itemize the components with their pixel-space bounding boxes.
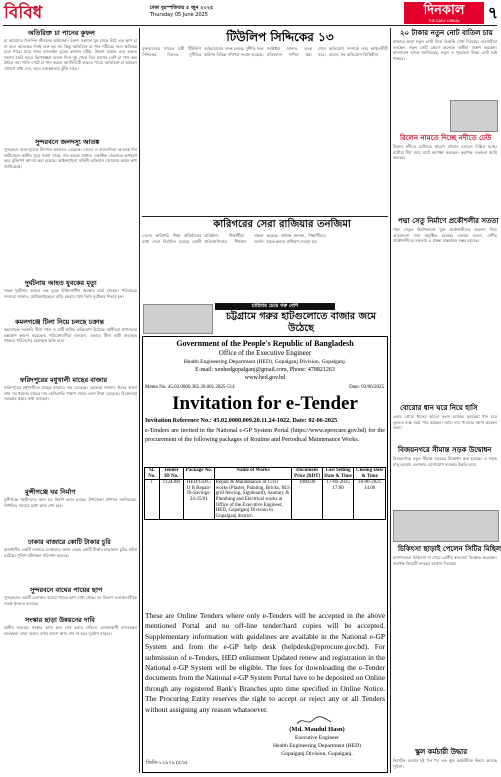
table-cell: 17-06-2025 17:00 — [322, 480, 353, 520]
article-headline: রিলেন নামতে দিচ্ছে নদীতে ঢেউ — [400, 134, 492, 142]
article-headline: মুন্সীগঞ্জে ঘর নির্মাণ — [25, 488, 76, 496]
article-headline: ফরিদপুরের মধুখালী মাছের বাজার — [20, 376, 108, 384]
publication-date-bn: ঢাকা বৃহস্পতিবার ৫ জুন ২০২৫ — [150, 5, 214, 11]
table-header: Closing Date & Time — [354, 468, 386, 480]
article-body: উত্তাল নদীতে ঢেউয়ের কারণে নৌযান চলাচল বিঘ্নিত হচ্ছে। যাত্রীরা দীর্ঘ সময় ঘাটে অপেক্ষা করছেন। কর্তৃপক্ষ সতর্কতা জারি করেছে। — [393, 144, 497, 161]
article-body: চা আমাদের দৈনন্দিন জীবনের অবিচ্ছেদ্য অংশ। সকালে ঘুম থেকে উঠে এক কাপ চা না হলে অনেকের দিনই শুরু হয় না। কিন্তু অতিরিক্ত চা পান শরীরের জন্য ক্ষতিকর হতে পারে। চায়ে থাকা ক্যাফেইন ঘুমের ব্যাঘাত ঘটায়, উদ্বেগ বাড়ায় এবং হজমে সমস্যা তৈরি করে। বিশেষজ্ঞরা বলেন দিনে দুই থেকে তিন কাপের বেশি চা পান করা উচিত নয়। খালি পেটে চা পান করলে অ্যাসিডিটি বাড়তে পারে। অতিরিক্ত চা আয়রন শোষণে বাধা দেয়, ফলে রক্তস্বল্পতার ঝুঁকি বাড়ে। — [4, 38, 137, 71]
table-cell: 1124360 — [159, 480, 184, 520]
article-headline: সুন্দরবনে জলদস্যু আতঙ্ক — [35, 138, 100, 146]
article-photo — [393, 510, 499, 542]
tender-intro: e-Tenders are invited in the National e-GP System Portal (https://www.eprocure.gov.bd) for the procurement of the following packages of Routine and Periodical Maintenance Works. — [145, 427, 385, 443]
article-headline: সুন্দরবনে বাঘের পায়ের ছাপ — [30, 586, 103, 594]
article-body: হাসপাতালে চিকিৎসা না পেয়ে রোগীর স্বজনেরা বিক্ষোভ করেছেন। কর্তৃপক্ষ বিষয়টি তদন্তের আশ্বাস দিয়েছে। — [393, 555, 497, 566]
article-body: এবার বোরো ধানের ভালো ফলন হয়েছে। কৃষকেরা ধান ঘরে তুলতে ব্যস্ত সময় পার করছেন। ন্যায্য দাম পাওয়ার আশা করছেন তারা। — [393, 414, 497, 431]
article-body: সুন্দরবনে জলদস্যুদের উৎপাত আবারও বেড়েছে। জেলে ও বাওয়ালিরা আতঙ্কে দিন কাটাচ্ছেন। স্থানীয় সূত্রে জানা গেছে, গত কয়েক সপ্তাহে একাধিক জেলেকে অপহরণ করে মুক্তিপণ আদায় করা হয়েছে। আইনশৃঙ্খলা বাহিনী অভিযান জোরদার করার কথা জানিয়েছে। — [4, 147, 137, 169]
table-cell: 1000.00 — [292, 480, 322, 520]
publication-date-en: Thursday 05 June 2025 — [150, 12, 208, 18]
tender-table — [144, 467, 386, 520]
article-headline: দুর্ঘটনায় আহত যুবকের মৃত্যু — [25, 279, 97, 287]
logo-text: দিনকাল — [423, 3, 465, 18]
table-cell: 18-06-2025 14.00 — [354, 480, 386, 520]
article-body: সুন্দরবনের একটি এলাকায় বাঘের পায়ের ছাপ দেখা গেছে। বন বিভাগ এলাকাবাসীকে সতর্ক থাকতে বলেছে। — [4, 595, 137, 606]
article-headline: বিজয়নগরে সীমান্ত সড়ক উদ্বোধন — [398, 446, 492, 454]
article-headline: পদ্মা সেতু নির্মাণে প্রকৌশলীর সততা — [398, 217, 499, 225]
article-headline: কমলগঞ্জে টিলা নিয়ে চলছে চক্রান্ত — [15, 318, 104, 326]
tender-office: Office of the Executive Engineer — [218, 349, 312, 357]
tender-reference: Invitation Reference No.: 45.02.0000.009.20.11.24-1022, Date: 02-06-2025 — [145, 417, 338, 424]
table-cell: 1 — [145, 480, 160, 520]
signatory-department: Health Engineering Department (HED) — [272, 743, 362, 749]
page-number: ৭ — [487, 3, 499, 22]
article-body: রাজধানীর একটি বাজারে দোকানের তালা ভেঙে কোটি টাকার মালামাল চুরির ঘটনা ঘটেছে। পুলিশ ঘটনাস্থল পরিদর্শন করেছে। — [4, 547, 137, 558]
article-body: বিজয়নগরে নতুন সীমান্ত সড়কের উদ্বোধন করা হয়েছে। এ সড়ক চালু হওয়ায় এলাকার যোগাযোগ ব্যবস্থার উন্নতি হবে। — [393, 456, 497, 467]
table-header: Package No. — [184, 468, 215, 480]
article-headline: চিকিৎসা ছাড়াই পেলেন সিটির মিছিল — [398, 545, 501, 553]
tender-memo: Memo No. 45.02.0000.382.20.001.2025-514 — [145, 385, 235, 390]
article-body: বাজারে ছাড়া নতুন নোট নিয়ে বিভ্রান্তি দেখা দিয়েছে। ব্যবসায়ীরা বলছেন, নতুন নোট গ্রহণে অনেকে অনীহা প্রকাশ করছেন। বাংলাদেশ ব্যাংক জানিয়েছে, নতুন ও পুরোনো উভয় নোট বৈধ থাকবে। — [393, 39, 497, 61]
signatory-name: (Md. Maudul Hasn) — [289, 726, 345, 733]
table-header: Last Selling Date & Time — [324, 468, 352, 479]
article-headline: অতিরিক্ত চা পানের কুফল — [28, 29, 95, 37]
article-headline: স্কুল কর্মচারী উদ্ধার — [415, 748, 468, 756]
article-body: নিখোঁজ হওয়ার দুই দিন পর এক স্কুল কর্মচারীকে উদ্ধার করেছে পুলিশ। — [393, 758, 497, 769]
table-header: Tender ID No. — [159, 468, 184, 480]
article-body: যুক্তরাজ্যের সাবেক মন্ত্রী টিউলিপ সিদ্দিকের বিরুদ্ধে দুর্নীতির অভিযোগের তদন্ত চলছে। দুর্নীতি দমন কমিশন বিভিন্ন নথিপত্র সংগ্রহ করেছে। সংশ্লিষ্টরা জানান, তদন্ত শেষে প্রতিবেদন দাখিল করা হবে। অভিযোগ সম্পর্কে তার আইনজীবী বলেন, সব অভিযোগ ভিত্তিহীন। — [142, 46, 388, 57]
table-header: Name of Works — [214, 468, 292, 480]
tender-dept: Health Engineering Department (HED), Gopalganj Division, Gopalganj. — [183, 359, 347, 365]
article-headline: কারিগরের সেরা রাজিয়ার তনজিমা — [213, 219, 351, 230]
article-kicker: চাহিদার চেয়ে গরু বেশি — [215, 303, 335, 310]
article-body: কমলগঞ্জে সরকারি টিলা দখল ও মাটি কাটার অভিযোগ উঠেছে। স্থানীয়রা প্রশাসনের হস্তক্ষেপ কামনা করেছেন। পরিবেশবাদীরা বলছেন, এভাবে টিলা কাটা অব্যাহত থাকলে পরিবেশের মারাত্মক ক্ষতি হবে। — [4, 327, 137, 344]
table-cell: HED/GD/G O B Repair-IS-Savings-24-25/01 — [184, 480, 215, 520]
article-headline: বোরোর ধান ঘরে নিয়ে হাসি — [400, 404, 478, 412]
table-header: Sl. No. — [145, 468, 160, 480]
table-header: Document Price (BDT) — [292, 468, 322, 480]
article-headline: টিউলিপ সিদ্দিকের ১৩ — [226, 30, 334, 44]
tender-title: Invitation for e-Tender — [172, 393, 358, 414]
article-body: মুন্সীগঞ্জে গৃহহীনদের জন্য ঘর নির্মাণ কাজ চলছে। উপজেলা প্রশাসন জানিয়েছে, নির্ধারিত সময়ের মধ্যে কাজ শেষ হবে। — [4, 497, 137, 508]
article-body: পদ্মা সেতুর নির্মাণকাজে যুক্ত প্রকৌশলীদের অবদান নিয়ে আলোচনা সভা অনুষ্ঠিত হয়েছে। বক্তারা বলেন, দেশীয় প্রকৌশলীদের দক্ষতায় এ প্রকল্প বাস্তবায়ন সম্ভব হয়েছে। — [393, 227, 497, 244]
section-rule — [142, 216, 388, 217]
article-headline: ২০ টাকার নতুন নোট বাতিল চায় — [400, 29, 493, 37]
article-body: দেশের কারিগরি শিক্ষা প্রতিষ্ঠানের মধ্যে সেরা নির্বাচিত হয়েছে একটি প্রতিষ্ঠান। শিক্ষার্থীরা দক্ষতা প্রতিযোগিতায় শীর্ষস্থান অর্জন করেছে। অধ্যক্ষ জানান, শিক্ষার্থীদের হাতে-কলমে প্রশিক্ষণ দেওয়া হয়। — [142, 233, 326, 244]
article-photo — [450, 100, 498, 132]
logo-subtitle: THE DAILY DINKAL — [428, 19, 460, 23]
tender-gov: Government of the People's Republic of Bangladesh — [176, 339, 354, 348]
signatory-division: Gopalganj Division, Gopalganj. — [281, 751, 353, 757]
tender-date: Date: 03/06/2025 — [349, 385, 384, 390]
table-cell: Repair & Maintenance of Civil works (Plaster, Painting, Bricks, M.S grill fencing, Signboard), Sanitary & Plumbing and Electrical works at Office of the Executive Engineer, HED, Gopalganj Division in Gopalganj district. — [215, 480, 290, 519]
cattle-market-photo — [143, 304, 213, 334]
table-row — [145, 480, 386, 520]
article-headline: ঢাকার বাজারে কোটি টাকার চুরি — [28, 538, 111, 546]
article-body: ফরিদপুরের মধুখালীতে মাছের বাজারে দাম বেড়েছে। ক্রেতারা জানান, ঈদের আগে প্রায় সব ধরনের মাছের দাম কেজিপ্রতি পঞ্চাশ থেকে একশ টাকা বেড়েছে। বিক্রেতারা সরবরাহ কমের কথা বলছেন। — [4, 385, 137, 402]
ad-code: জিডি-১২৯৭৯ (৫/৬) — [146, 761, 188, 766]
article-headline: চট্টগ্রামে গরুর হাটগুলোতে বাজার জমে উঠেছে — [225, 311, 377, 334]
tender-contact: E-mail: xenhedgopalganj@gmail.com, Phone: 478821263 — [195, 367, 335, 373]
masthead-rule — [3, 25, 497, 26]
article-headline: সংস্কার ছাড়া উন্নয়নের দাবি — [25, 616, 95, 624]
article-body: সড়ক দুর্ঘটনায় আহত এক যুবক চিকিৎসাধীন অবস্থায় মারা গেছেন। পরিবারের সদস্যরা জানান, মোটরসাইকেলে বাড়ি ফেরার পথে তিনি দুর্ঘটনার শিকার হন। — [4, 288, 137, 299]
column-rule — [390, 28, 391, 773]
tender-website: www.hed.gov.bd — [244, 375, 286, 381]
section-title: বিবিধ — [4, 3, 43, 23]
column-rule — [139, 28, 140, 773]
article-body: স্থানীয় সড়কের সংস্কার কাজ দ্রুত শেষ করার দাবিতে এলাকাবাসী মানববন্ধন করেছেন। তারা বলেন, বর্ষার আগে কাজ শেষ না হলে দুর্ভোগ বাড়বে। — [4, 625, 137, 636]
table-header-row — [145, 468, 386, 480]
newspaper-logo — [404, 2, 484, 24]
signatory-title: Executive Engineer — [295, 735, 339, 741]
signature-mark — [295, 712, 335, 724]
tender-footer-text: These are Online Tenders where only e-Tenders will be accepted in the above mentioned Portal and no off-line tender/hard copies will be accepted. Supplementary information with guidelines are available in the National e-GP System and from the e-GP help desk (helpdesk@eprocure.gov.bd). For submission of e-Tenders, HED enlistment Updated renew and registration in the National e-GP System will be eligible. The fees for downloading the e-Tender documents from the National e-GP System Portal have to be deposited on Online through any registered Bank's Branches upto time specified in Online Notice. The Procuring Entity reserves the right to accept or reject any or all Tenders without assigning any reason whatsoever. — [145, 611, 385, 714]
